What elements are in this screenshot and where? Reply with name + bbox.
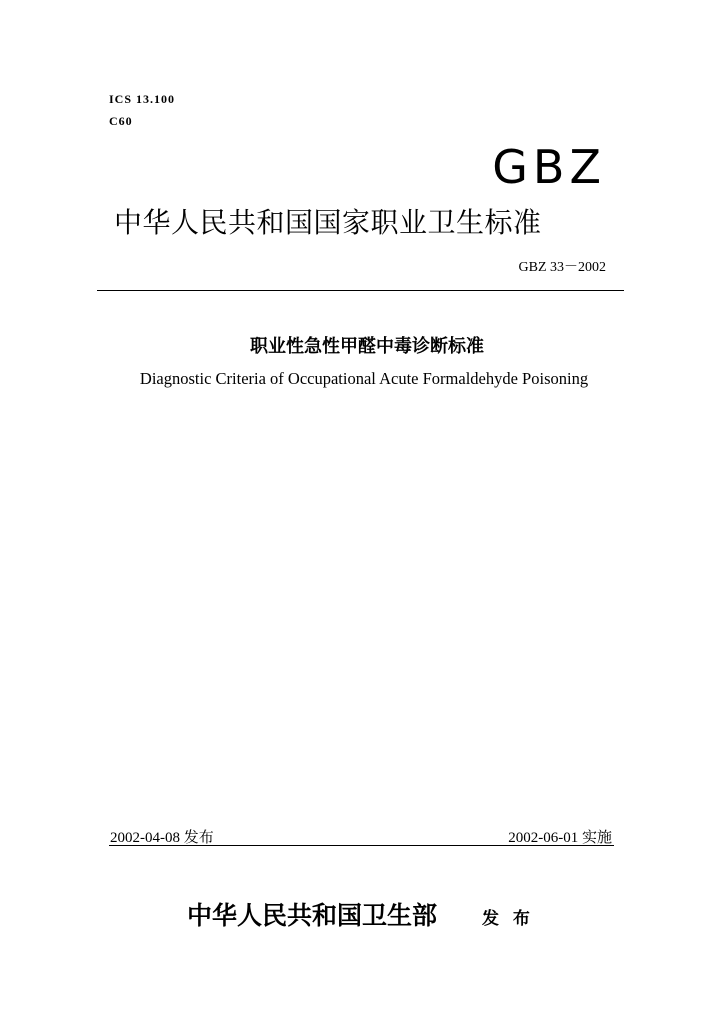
- header-divider: [97, 290, 624, 291]
- standard-type: 中华人民共和国国家职业卫生标准: [114, 206, 542, 239]
- title-chinese: 职业性急性甲醛中毒诊断标准: [250, 336, 484, 357]
- issued-label: 发 布: [482, 909, 530, 929]
- footer-divider: [109, 845, 614, 846]
- implementation-date: 2002-06-01 实施: [508, 830, 612, 846]
- issue-date: 2002-04-08 发布: [110, 830, 214, 846]
- ics-code: ICS 13.100: [109, 92, 176, 106]
- standard-number: GBZ 33－2002: [518, 260, 606, 275]
- title-english: Diagnostic Criteria of Occupational Acute Formaldehyde Poisoning: [139, 369, 589, 388]
- issuing-authority: 中华人民共和国卫生部: [187, 901, 438, 930]
- classification-code: C60: [109, 114, 133, 128]
- standard-prefix: GBZ: [492, 140, 606, 194]
